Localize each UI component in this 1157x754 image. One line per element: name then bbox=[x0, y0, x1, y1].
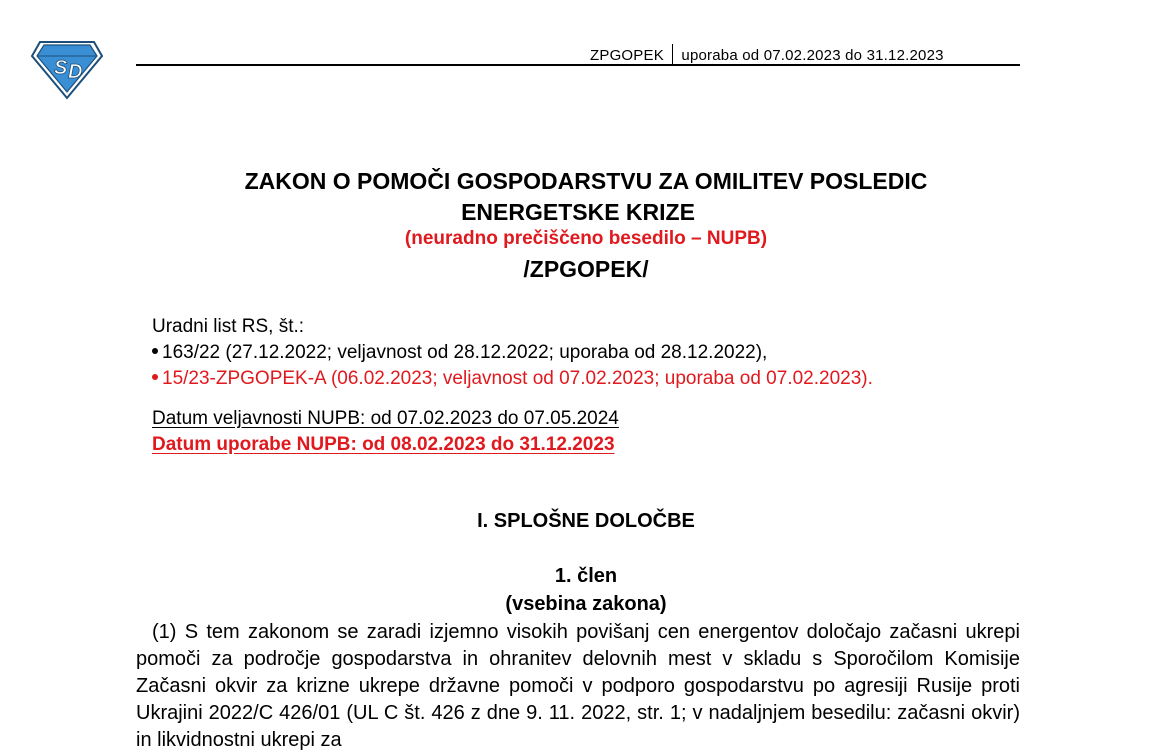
document-title-line1: ZAKON O POMOČI GOSPODARSTVU ZA OMILITEV POSLEDIC bbox=[244, 168, 928, 194]
gazette-entry-text: 15/23-ZPGOPEK-A (06.02.2023; veljavnost od 07.02.2023; uporaba od 07.02.2023). bbox=[162, 368, 873, 389]
usage-date: Datum uporabe NUPB: od 08.02.2023 do 31.12.2023 bbox=[152, 434, 615, 455]
header-rule bbox=[136, 64, 1020, 66]
bullet-icon bbox=[152, 374, 158, 380]
validity-date: Datum veljavnosti NUPB: od 07.02.2023 do 07.05.2024 bbox=[152, 408, 619, 429]
sd-diamond-logo-icon bbox=[30, 40, 104, 100]
article-number: 1. člen bbox=[554, 565, 618, 587]
gazette-entry bbox=[152, 340, 873, 366]
document-subtitle: (neuradno prečiščeno besedilo – NUPB) bbox=[404, 228, 768, 249]
svg-text:D: D bbox=[68, 61, 83, 83]
running-header bbox=[590, 45, 944, 65]
gazette-label: Uradni list RS, št.: bbox=[152, 316, 305, 337]
article-title: (vsebina zakona) bbox=[505, 593, 667, 615]
svg-text:S: S bbox=[54, 57, 68, 79]
header-usage: uporaba od 07.02.2023 do 31.12.2023 bbox=[681, 46, 944, 64]
header-separator bbox=[672, 44, 674, 64]
validity-block bbox=[152, 406, 619, 458]
gazette-block bbox=[152, 314, 873, 392]
document-abbreviation: /ZPGOPEK/ bbox=[523, 256, 649, 282]
header-code: ZPGOPEK bbox=[590, 46, 664, 64]
section-heading: I. SPLOŠNE DOLOČBE bbox=[477, 510, 695, 532]
article-paragraph: (1) S tem zakonom se zaradi izjemno visokih povišanj cen energentov določajo začasni ukrepi pomoči za področje gospodarstva in ohranitev delovnih mest v skladu s Sporočilom Komisije Začasni okvir za krizne ukrepe državne pomoči v podporo gospodarstvu po agresiji Rusije proti Ukrajini 2022/C 426/01 (UL C št. 426 z dne 9. 11. 2022, str. 1; v nadaljnjem besedilu: začasni okvir) in likvidnostni ukrepi za bbox=[136, 621, 1020, 751]
gazette-entry bbox=[152, 366, 873, 392]
document-title-line2: ENERGETSKE KRIZE bbox=[461, 199, 695, 225]
bullet-icon bbox=[152, 348, 158, 354]
gazette-entry-text: 163/22 (27.12.2022; veljavnost od 28.12.2022; uporaba od 28.12.2022), bbox=[162, 342, 768, 363]
